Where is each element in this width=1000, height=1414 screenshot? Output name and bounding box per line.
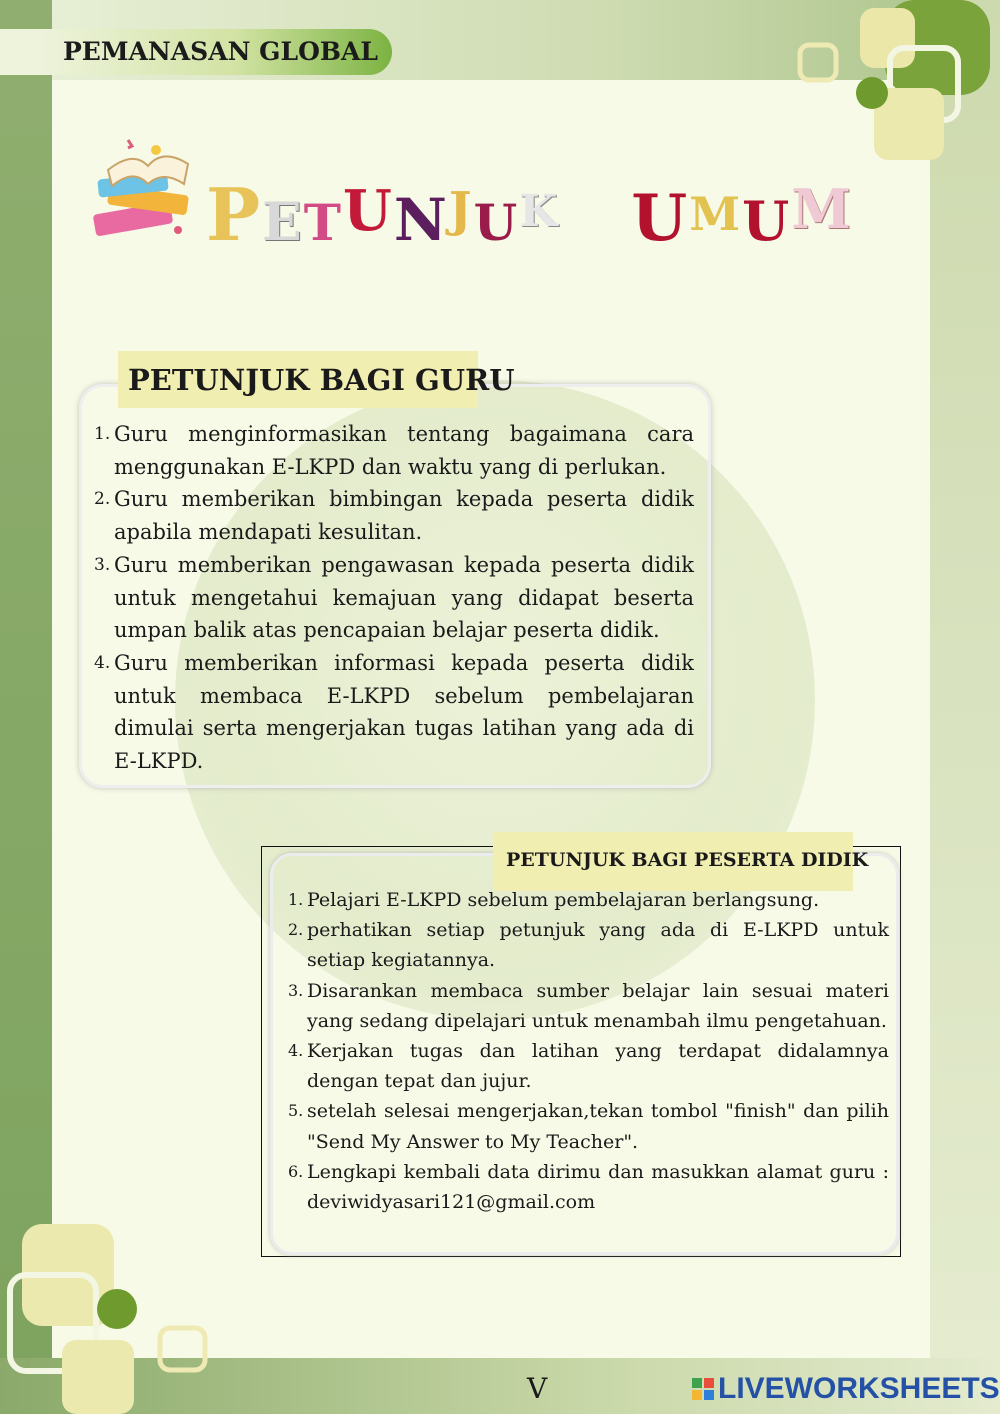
book-stack-icon [88,130,203,245]
list-text: Kerjakan tugas dan latihan yang terdapat didalamnya dengan tepat dan jujur. [307,1040,889,1093]
section-header-tag [0,29,392,75]
list-text: Guru memberikan pengawasan kepada peserta didik untuk mengetahui kemajuan yang didapat beserta umpan balik atas pencapaian belajar peserta didik. [114,552,694,643]
title-letter: N [393,186,449,254]
list-text: Disarankan membaca sumber belajar lain sesuai materi yang sedang dipelajari untuk menambah ilmu pengetahuan. [307,979,889,1032]
list-text: setelah selesai mengerjakan,tekan tombol "finish" dan pilih "Send My Answer to My Teacher". [307,1100,889,1153]
list-number: 5. [288,1101,304,1121]
list-number: 1. [288,890,304,909]
list-text: Pelajari E-LKPD sebelum pembelajaran berlangsung. [307,889,820,911]
list-item [286,915,889,975]
list-number: 6. [288,1161,304,1181]
title-text [206,172,853,257]
page-title [88,130,854,270]
decorative-squares-top-icon [790,0,1000,170]
list-text: Guru memberikan bimbingan kepada peserta didik apabila mendapati kesulitan. [114,487,694,545]
title-word-2 [631,178,853,256]
list-item [286,1036,889,1096]
decorative-squares-bottom-icon [0,1220,215,1414]
list-item [90,483,694,548]
list-text: Lengkapi kembali data dirimu dan masukkan alamat guru : deviwidyasari121@gmail.com [307,1160,889,1214]
page-number: V [527,1372,548,1405]
title-letter: U [631,181,690,256]
title-letter: K [519,186,560,237]
title-letter: M [689,187,743,241]
list-item [286,976,889,1036]
list-number: 4. [288,1041,304,1061]
list-number: 2. [288,920,304,940]
list-number: 2. [94,489,111,510]
list-number: 1. [94,424,111,444]
section-header-text: PEMANASAN GLOBAL [63,37,378,66]
liveworksheets-icon [692,1378,714,1400]
list-number: 4. [94,652,111,673]
siswa-list [286,885,889,1217]
guru-list [90,418,694,778]
title-letter: T [303,193,343,252]
title-letter: J [448,182,474,238]
title-letter: U [742,189,792,253]
guru-heading-box [118,351,515,408]
list-item [90,418,694,483]
title-word-1 [206,172,584,257]
list-number: 3. [94,554,111,575]
list-item [90,549,694,647]
guru-heading: PETUNJUK BAGI GURU [128,363,515,397]
list-item [286,885,889,915]
liveworksheets-text: LIVEWORKSHEETS [718,1372,1000,1405]
title-letter: U [343,178,394,244]
title-letter: M [791,177,854,241]
list-text: Guru menginformasikan tentang bagaimana cara menggunakan E-LKPD dan waktu yang di perlukan. [114,422,694,479]
list-number: 3. [288,980,304,1000]
title-letter: P [206,172,263,257]
siswa-heading: PETUNJUK BAGI PESERTA DIDIK [506,849,869,871]
title-letter: E [262,192,304,253]
list-text: Guru memberikan informasi kepada peserta didik untuk membaca E-LKPD sebelum pembelajaran dimulai serta mengerjakan tugas latihan yang ada di E-LKPD. [114,650,694,774]
right-band [930,0,1000,1414]
list-text: perhatikan setiap petunjuk yang ada di E-LKPD untuk setiap kegiatannya. [307,919,889,972]
list-item [90,647,694,778]
left-band [0,0,52,1414]
list-item [286,1096,889,1156]
list-item [286,1157,889,1217]
title-letter: U [473,193,520,252]
siswa-heading-box [493,832,869,891]
